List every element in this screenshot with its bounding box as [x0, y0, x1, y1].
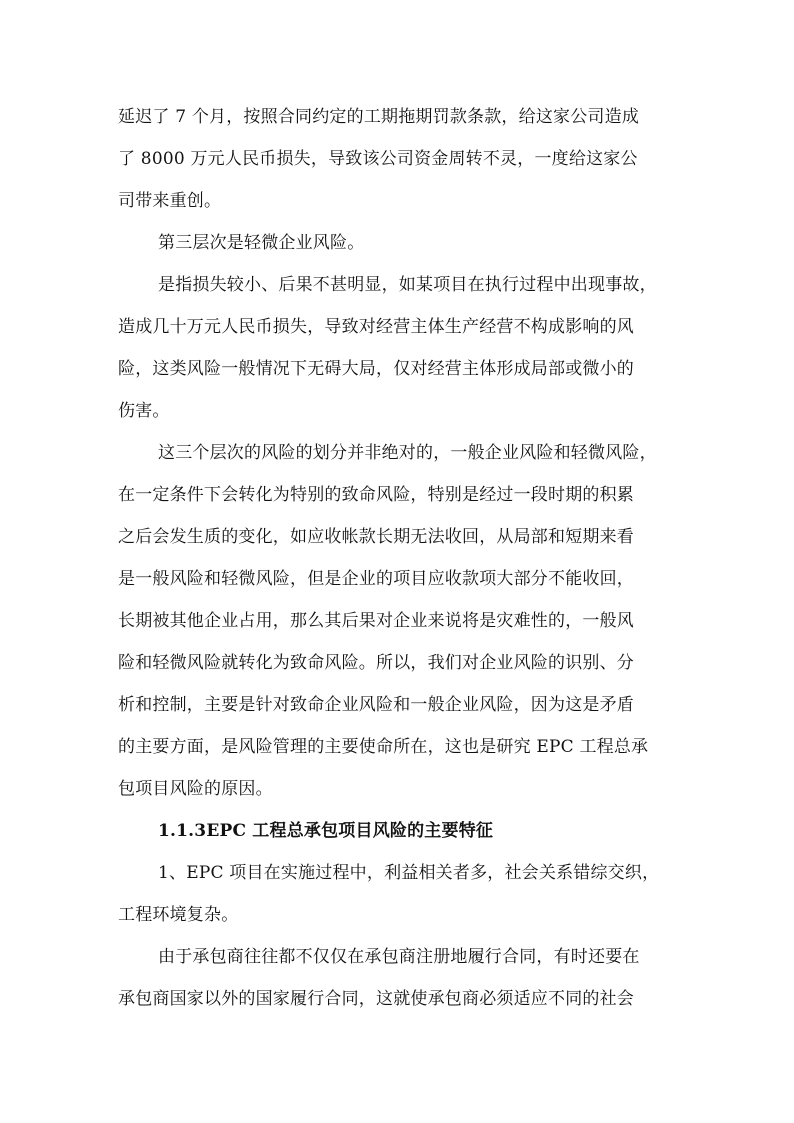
- text-line: 承包商国家以外的国家履行合同，这就使承包商必须适应不同的社会: [118, 989, 634, 1009]
- paragraph-line: 1、EPC 项目在实施过程中，利益相关者多，社会关系错综交织，: [158, 863, 660, 883]
- paragraph-line: 由于承包商往往都不仅仅在承包商注册地履行合同，有时还要在: [158, 947, 640, 967]
- text-line: 伤害。: [118, 401, 170, 421]
- text-line: 工程环境复杂。: [118, 905, 239, 925]
- text-line: 是一般风险和轻微风险，但是企业的项目应收款项大部分不能收回，: [118, 569, 634, 589]
- text-line: 析和控制，主要是针对致命企业风险和一般企业风险，因为这是矛盾: [118, 695, 634, 715]
- text-line: 了 8000 万元人民币损失，导致该公司资金周转不灵，一度给这家公: [118, 149, 638, 169]
- text-line: 包项目风险的原因。: [118, 779, 273, 799]
- paragraph-line: 是指损失较小、后果不甚明显，如某项目在执行过程中出现事故，: [158, 275, 657, 295]
- text-line: 延迟了 7 个月，按照合同约定的工期拖期罚款条款，给这家公司造成: [118, 107, 640, 127]
- text-line: 造成几十万元人民币损失，导致对经营主体生产经营不构成影响的风: [118, 317, 634, 337]
- text-line: 之后会发生质的变化，如应收帐款长期无法收回，从局部和短期来看: [118, 527, 634, 547]
- paragraph-line: 第三层次是轻微企业风险。: [158, 233, 365, 253]
- paragraph-line: 这三个层次的风险的划分并非绝对的，一般企业风险和轻微风险，: [158, 443, 657, 463]
- text-line: 司带来重创。: [118, 191, 222, 211]
- section-heading: 1.1.3EPC 工程总承包项目风险的主要特征: [158, 821, 494, 841]
- text-line: 险，这类风险一般情况下无碍大局，仅对经营主体形成局部或微小的: [118, 359, 634, 379]
- text-line: 的主要方面，是风险管理的主要使命所在，这也是研究 EPC 工程总承: [118, 737, 649, 757]
- text-line: 长期被其他企业占用，那么其后果对企业来说将是灾难性的，一般风: [118, 611, 634, 631]
- text-line: 险和轻微风险就转化为致命风险。所以，我们对企业风险的识别、分: [118, 653, 634, 673]
- text-line: 在一定条件下会转化为特别的致命风险，特别是经过一段时期的积累: [118, 485, 634, 505]
